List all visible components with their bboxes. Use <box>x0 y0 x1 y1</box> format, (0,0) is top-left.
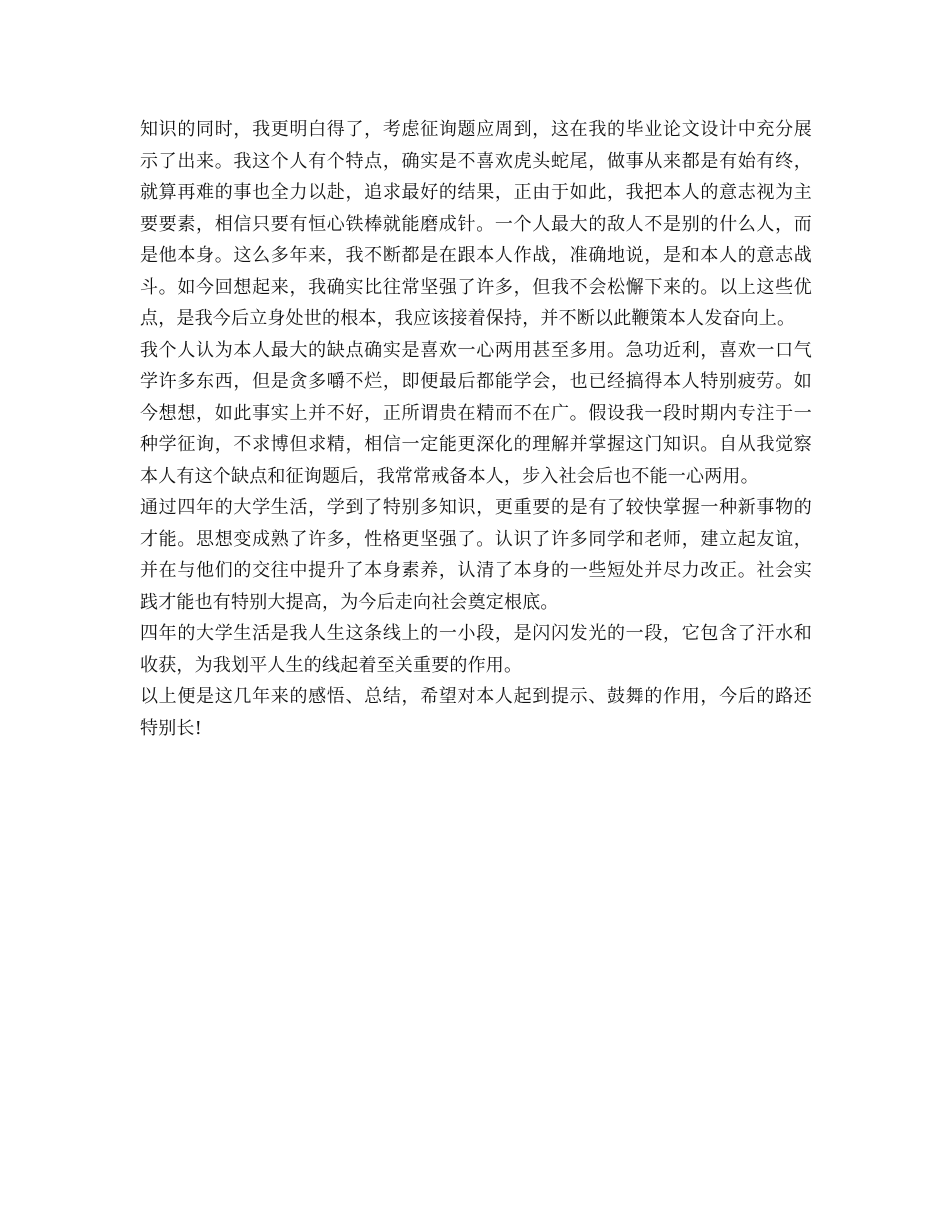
paragraph-5: 以上便是这几年来的感悟、总结，希望对本人起到提示、鼓舞的作用，今后的路还特别长! <box>140 686 812 739</box>
paragraph-4: 四年的大学生活是我人生这条线上的一小段，是闪闪发光的一段，它包含了汗水和收获，为我划平人生的线起着至关重要的作用。 <box>140 623 812 676</box>
paragraph-2: 我个人认为本人最大的缺点确实是喜欢一心两用甚至多用。急功近利，喜欢一口气学许多东西，但是贪多嚼不烂，即便最后都能学会，也已经搞得本人特别疲劳。如今想想，如此事实上并不好，正所谓贵在精而不在广。假设我一段时期内专注于一种学征询，不求博但求精，相信一定能更深化的理解并掌握这门知识。自从我觉察本人有这个缺点和征询题后，我常常戒备本人，步入社会后也不能一心两用。 <box>140 339 812 487</box>
document-body <box>140 114 812 744</box>
paragraph-1: 知识的同时，我更明白得了，考虑征询题应周到，这在我的毕业论文设计中充分展示了出来。我这个人有个特点，确实是不喜欢虎头蛇尾，做事从来都是有始有终，就算再难的事也全力以赴，追求最好的结果，正由于如此，我把本人的意志视为主要要素，相信只要有恒心铁棒就能磨成针。一个人最大的敌人不是别的什么人，而是他本身。这么多年来，我不断都是在跟本人作战，准确地说，是和本人的意志战斗。如今回想起来，我确实比往常坚强了许多，但我不会松懈下来的。以上这些优点，是我今后立身处世的根本，我应该接着保持，并不断以此鞭策本人发奋向上。 <box>140 119 812 329</box>
paragraph-3: 通过四年的大学生活，学到了特别多知识，更重要的是有了较快掌握一种新事物的才能。思想变成熟了许多，性格更坚强了。认识了许多同学和老师，建立起友谊，并在与他们的交往中提升了本身素养，认清了本身的一些短处并尽力改正。社会实践才能也有特别大提高，为今后走向社会奠定根底。 <box>140 497 812 613</box>
